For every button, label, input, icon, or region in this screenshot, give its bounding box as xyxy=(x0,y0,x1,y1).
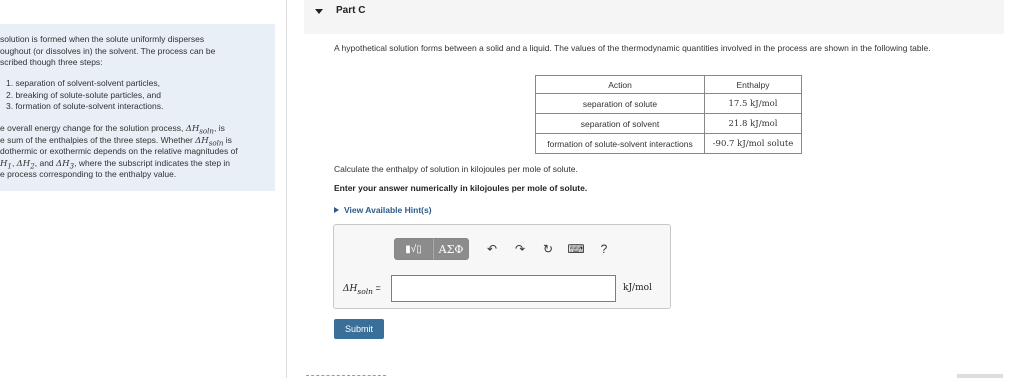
sidebar-line: scribed though three steps: xyxy=(0,57,103,67)
reset-icon[interactable]: ↻ xyxy=(542,242,554,256)
answer-input[interactable] xyxy=(391,275,616,302)
steps-list xyxy=(6,78,163,113)
sidebar-line: e process corresponding to the enthalpy value. xyxy=(0,169,177,179)
part-header[interactable] xyxy=(304,0,1004,34)
table-row xyxy=(536,134,802,154)
table-cell: 21.8 kJ/mol xyxy=(705,114,802,134)
sidebar-line: oughout (or dissolves in) the solvent. The process can be xyxy=(0,45,216,56)
table-header-row xyxy=(536,76,802,94)
list-item: 3. formation of solute-solvent interactions. xyxy=(6,101,164,111)
question-text: Calculate the enthalpy of solution in kilojoules per mole of solute. xyxy=(334,164,578,174)
undo-icon[interactable]: ↶ xyxy=(486,242,498,256)
footer-link[interactable] xyxy=(306,375,386,379)
table-row xyxy=(536,94,802,114)
view-hints-link[interactable]: View Available Hint(s) xyxy=(334,205,432,215)
intro-sidebar xyxy=(0,24,275,191)
table-row xyxy=(536,114,802,134)
sidebar-line: e overall energy change for the solution process, $\Delta H_{soln}$, is xyxy=(0,123,225,136)
keyboard-icon[interactable]: ⌨ xyxy=(567,242,585,256)
column-header: Action xyxy=(536,76,705,94)
sidebar-line: $H_1$, $\Delta H_2$, and $\Delta H_3$, where the subscript indicates the step in xyxy=(0,157,231,171)
column-divider xyxy=(286,0,287,378)
sidebar-line: e sum of the enthalpies of the three steps. Whether $\Delta H_{soln}$ is xyxy=(0,134,232,148)
list-item: 1. separation of solvent-solvent particles, xyxy=(6,78,161,88)
table-cell: formation of solute-solvent interactions xyxy=(536,134,705,154)
table-cell: 17.5 kJ/mol xyxy=(705,94,802,114)
column-header: Enthalpy xyxy=(705,76,802,94)
templates-button[interactable]: ▮√▯ xyxy=(394,238,433,260)
thermo-table xyxy=(535,75,802,154)
math-toolbar xyxy=(394,237,615,261)
greek-symbols-button[interactable]: ΑΣΦ xyxy=(433,238,469,260)
sidebar-line: solution is formed when the solute uniformly disperses xyxy=(0,34,205,44)
part-title: Part C xyxy=(336,5,366,16)
submit-button[interactable]: Submit xyxy=(334,319,384,339)
table-cell: -90.7 kJ/mol solute xyxy=(705,134,802,154)
problem-intro: A hypothetical solution forms between a solid and a liquid. The values of the thermodynamic quantities involved in the process are shown in the following table. xyxy=(334,43,931,53)
help-icon[interactable]: ? xyxy=(600,242,608,256)
list-item: 2. breaking of solute-solute particles, and xyxy=(6,89,161,100)
next-button[interactable] xyxy=(957,374,1003,378)
table-cell: separation of solute xyxy=(536,94,705,114)
redo-icon[interactable]: ↷ xyxy=(514,242,526,256)
expand-arrow-icon xyxy=(334,207,339,213)
answer-unit: kJ/mol xyxy=(623,283,652,293)
instruction-text: Enter your answer numerically in kilojoules per mole of solute. xyxy=(334,183,588,193)
answer-label: $\Delta H_{soln}$ = xyxy=(343,283,381,296)
sidebar-line: dothermic or exothermic depends on the relative magnitudes of xyxy=(0,146,238,156)
table-cell: separation of solvent xyxy=(536,114,705,134)
collapse-caret-icon[interactable] xyxy=(315,9,323,14)
